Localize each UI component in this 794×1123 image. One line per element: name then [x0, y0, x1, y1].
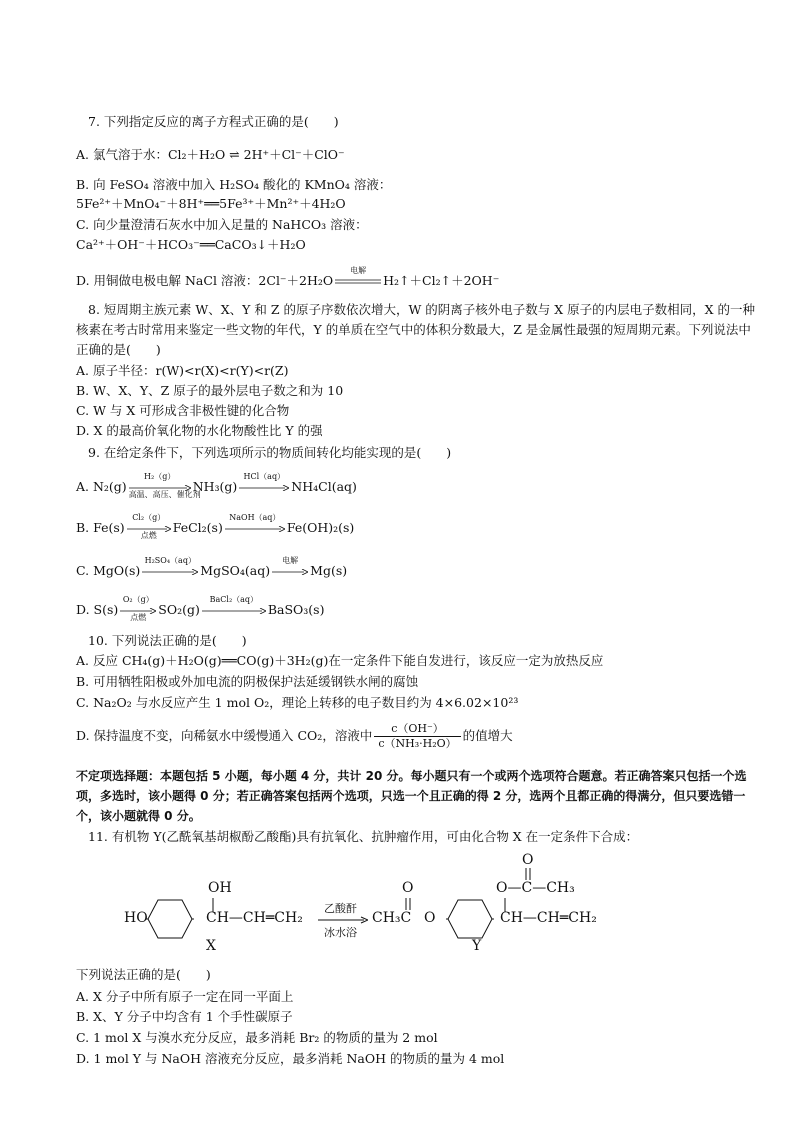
reaction-arrow-icon [318, 916, 368, 924]
reaction-arrow-icon [272, 555, 308, 578]
equal-arrow-icon [335, 265, 381, 288]
q10-stem: 10. 下列说法正确的是( ) [88, 633, 247, 648]
q9-c-species3: Mg(s) [310, 563, 348, 578]
reagent-label: 乙酸酐 [324, 902, 357, 915]
q9-c-species2: MgSO₄(aq) [200, 563, 271, 578]
y-acetoxy-label: O—C—CH₃ [496, 880, 575, 896]
q7-option-b-line1: B. 向 FeSO₄ 溶液中加入 H₂SO₄ 酸化的 KMnO₄ 溶液： [76, 177, 392, 192]
q11-ask: 下列说法正确的是( ) [76, 967, 211, 982]
q7-option-c-line2: Ca²⁺＋OH⁻＋HCO₃⁻══CaCO₃↓＋H₂O [76, 237, 306, 252]
reaction-arrow-icon [225, 512, 285, 535]
q11-option-c: C. 1 mol X 与溴水充分反应，最多消耗 Br₂ 的物质的量为 2 mol [76, 1030, 438, 1045]
benzene-ring-icon [446, 898, 494, 940]
q9-c-reagent2: 电解 [282, 555, 299, 565]
q8-option-a: A. 原子半径：r(W)<r(X)<r(Y)<r(Z) [76, 363, 289, 378]
q8-option-b: B. W、X、Y、Z 原子的最外层电子数之和为 10 [76, 383, 344, 398]
q7-d-pre: D. 用铜做电极电解 NaCl 溶液：2Cl⁻＋2H₂O [76, 273, 334, 288]
y-ester-o: O [424, 910, 436, 926]
q9-a-condition1: 高温、高压、催化剂 [128, 489, 201, 499]
q9-d-reagent1: O₂（g） [122, 594, 154, 604]
q9-a-species3: NH₄Cl(aq) [291, 479, 357, 494]
q10-d-post: 的值增大 [462, 728, 513, 743]
benzene-ring-icon [146, 898, 194, 940]
q9-b-species3: Fe(OH)₂(s) [286, 520, 355, 535]
q7-option-b-line2: 5Fe²⁺＋MnO₄⁻＋8H⁺══5Fe³⁺＋Mn²⁺＋4H₂O [76, 196, 346, 211]
q7-option-d [76, 265, 754, 290]
q11-option-b: B. X、Y 分子中均含有 1 个手性碳原子 [76, 1009, 293, 1024]
x-oh-label: OH [208, 880, 232, 896]
q7-option-a: A. 氯气溶于水：Cl₂＋H₂O ⇌ 2H⁺＋Cl⁻＋ClO⁻ [76, 147, 345, 162]
q9-c-species1: C. MgO(s) [76, 563, 141, 578]
q9-a-reagent2: HCl（aq） [243, 471, 286, 481]
q8-stem: 8. 短周期主族元素 W、X、Y 和 Z 的原子序数依次增大，W 的阴离子核外电子数与 X 原子的内层电子数相同，X 的一种核素在考古时常用来鉴定一些文物的年代，Y 的单质在空气中的体积分数最大，Z 是金属性最强的短周期元素。下列说法中正确的是( ) [76, 302, 756, 357]
reaction-arrow-icon [128, 471, 201, 499]
q9-option-b [76, 512, 754, 540]
y-acetyl-label: CH₃C [372, 910, 412, 926]
q11-option-d: D. 1 mol Y 与 NaOH 溶液充分反应，最多消耗 NaOH 的物质的量为 4 mol [76, 1051, 505, 1066]
q9-b-condition1: 点燃 [140, 530, 157, 540]
q9-d-species1: D. S(s) [76, 602, 119, 617]
q11-stem: 11. 有机物 Y(乙酰氧基胡椒酚乙酸酯)具有抗氧化、抗肿瘤作用，可由化合物 X 在一定条件下合成： [88, 829, 639, 844]
q9-c-reagent1: H₂SO₄（aq） [144, 555, 196, 565]
condition-label: 冰水浴 [324, 926, 357, 939]
concentration-fraction [374, 722, 460, 751]
q8-option-d: D. X 的最高价氧化物的水化物酸性比 Y 的强 [76, 423, 323, 438]
q7-stem: 7. 下列指定反应的离子方程式正确的是( ) [88, 114, 339, 129]
q9-b-reagent1: Cl₂（g） [132, 512, 166, 522]
q9-a-species1: A. N₂(g) [76, 479, 127, 494]
q9-b-species1: B. Fe(s) [76, 520, 125, 535]
y-chain-label: CH—CH═CH₂ [500, 910, 597, 926]
fraction-denominator: c（NH₃·H₂O） [378, 737, 457, 750]
x-compound-label: X [206, 938, 216, 954]
fraction-numerator: c（OH⁻） [374, 722, 460, 737]
q9-b-species2: FeCl₂(s) [172, 520, 223, 535]
y-compound-label: Y [472, 938, 482, 954]
x-hydroxyl-label: HO [124, 910, 148, 926]
q9-d-condition1: 点燃 [130, 612, 147, 622]
q10-option-a: A. 反应 CH₄(g)＋H₂O(g)══CO(g)＋3H₂(g)在一定条件下能自发进行，该反应一定为放热反应 [76, 653, 604, 668]
reaction-arrow-icon [127, 512, 171, 540]
y-carbonyl-o2: O [522, 852, 534, 868]
q10-option-d [76, 722, 754, 751]
reaction-arrow-icon [142, 555, 198, 578]
q9-d-reagent2: BaCl₂（aq） [209, 594, 259, 604]
q7-d-condition: 电解 [350, 265, 367, 275]
q9-b-reagent2: NaOH（aq） [229, 512, 281, 522]
q9-a-reagent1: H₂（g） [144, 471, 176, 481]
q10-option-c: C. Na₂O₂ 与水反应产生 1 mol O₂，理论上转移的电子数目约为 4×6.02×10²³ [76, 695, 519, 710]
reaction-scheme [124, 852, 644, 962]
q10-option-b: B. 可用牺牲阳极或外加电流的阴极保护法延缓钢铁水闸的腐蚀 [76, 674, 419, 689]
x-chain-label: CH—CH═CH₂ [206, 910, 303, 926]
section-instructions: 不定项选择题：本题包括 5 小题，每小题 4 分，共计 20 分。每小题只有一个或两个选项符合题意。若正确答案只包括一个选项，多选时，该小题得 0 分；若正确答案包括两个选项，只选一个且正确的得 2 分，选两个且都正确的得满分，但只要选错一个，该小题就得 0 分。 [76, 769, 747, 823]
q7-d-post: H₂↑＋Cl₂↑＋2OH⁻ [383, 273, 500, 288]
q9-stem: 9. 在给定条件下，下列选项所示的物质间转化均能实现的是( ) [88, 445, 452, 460]
q9-a-species2: NH₃(g) [192, 479, 238, 494]
reaction-arrow-icon [202, 594, 266, 617]
q9-d-species3: BaSO₃(s) [267, 602, 325, 617]
q7-option-c-line1: C. 向少量澄清石灰水中加入足量的 NaHCO₃ 溶液： [76, 217, 368, 232]
reaction-arrow-icon [120, 594, 156, 622]
q9-d-species2: SO₂(g) [158, 602, 200, 617]
q8-option-c: C. W 与 X 可形成含非极性键的化合物 [76, 403, 290, 418]
q10-d-pre: D. 保持温度不变，向稀氨水中缓慢通入 CO₂，溶液中 [76, 728, 373, 743]
q11-option-a: A. X 分子中所有原子一定在同一平面上 [76, 989, 294, 1004]
reaction-arrow-icon [239, 471, 289, 494]
q9-option-d [76, 594, 754, 622]
q9-option-a [76, 471, 754, 499]
y-carbonyl-o1: O [402, 880, 414, 896]
q9-option-c [76, 555, 754, 580]
